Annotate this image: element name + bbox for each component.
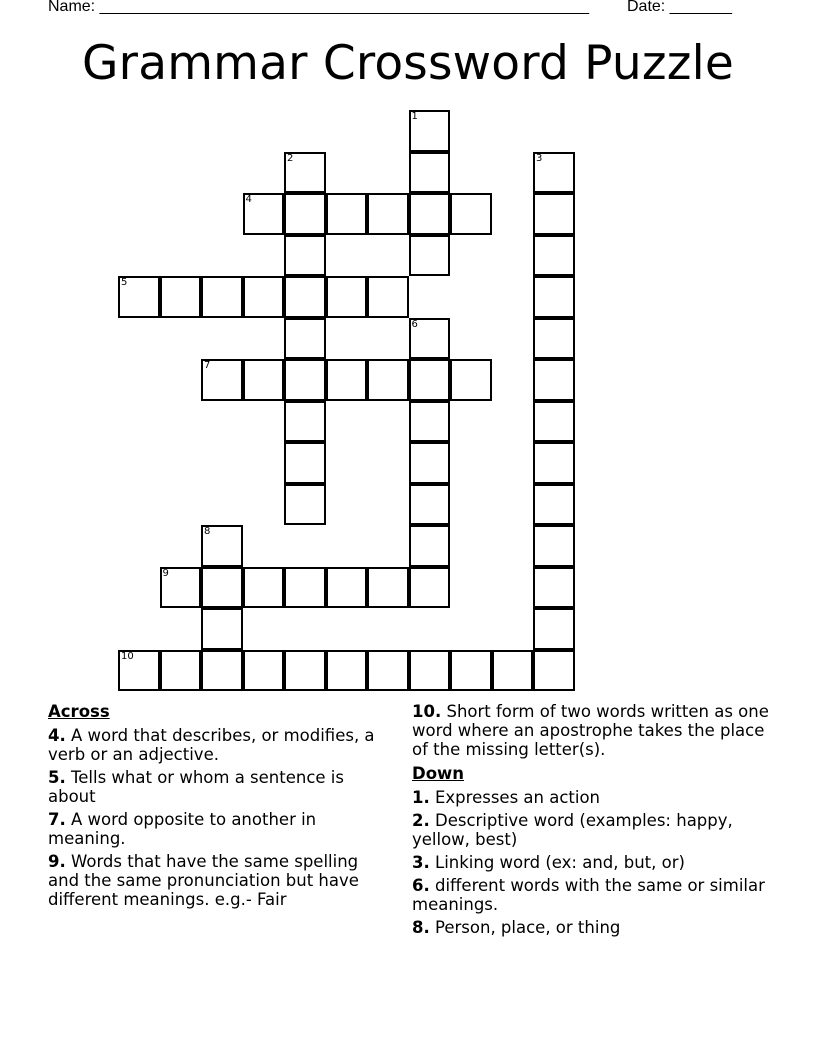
clue-down-2 xyxy=(412,811,777,849)
clue-down-1 xyxy=(412,788,777,807)
grid-cell[interactable] xyxy=(533,276,575,318)
grid-cell[interactable] xyxy=(243,193,285,235)
grid-cell[interactable] xyxy=(284,567,326,609)
clue-across-10 xyxy=(412,702,777,759)
grid-cell[interactable] xyxy=(201,276,243,318)
date-field[interactable]: Date: _______ xyxy=(627,0,732,15)
grid-cell[interactable] xyxy=(118,276,160,318)
grid-cell[interactable] xyxy=(533,235,575,277)
grid-cell[interactable] xyxy=(284,276,326,318)
clue-number: 10. xyxy=(412,702,442,721)
grid-cell[interactable] xyxy=(367,650,409,692)
grid-cell[interactable] xyxy=(284,442,326,484)
clue-number-label: 9 xyxy=(162,567,169,579)
clue-text: Tells what or whom a sentence is about xyxy=(48,768,344,806)
grid-cell[interactable] xyxy=(201,650,243,692)
clue-text: Descriptive word (examples: happy, yellow, best) xyxy=(412,811,733,849)
grid-cell[interactable] xyxy=(409,193,451,235)
grid-cell[interactable] xyxy=(409,152,451,194)
grid-cell[interactable] xyxy=(326,276,368,318)
grid-cell[interactable] xyxy=(243,359,285,401)
name-date-line xyxy=(48,0,788,16)
clue-text: Linking word (ex: and, but, or) xyxy=(429,853,685,872)
grid-cell[interactable] xyxy=(409,110,451,152)
name-field[interactable]: Name: _______________________________________________________ xyxy=(48,0,589,15)
grid-cell[interactable] xyxy=(201,567,243,609)
grid-cell[interactable] xyxy=(409,359,451,401)
clue-text: Words that have the same spelling and the same pronunciation but have different meanings. e.g.- Fair xyxy=(48,852,359,909)
grid-cell[interactable] xyxy=(409,235,451,277)
clue-number-label: 8 xyxy=(204,526,211,537)
grid-cell[interactable] xyxy=(160,276,202,318)
grid-cell[interactable] xyxy=(201,608,243,650)
grid-cell[interactable] xyxy=(284,235,326,277)
grid-cell[interactable] xyxy=(284,193,326,235)
grid-cell[interactable] xyxy=(409,318,451,360)
grid-cell[interactable] xyxy=(326,650,368,692)
grid-cell[interactable] xyxy=(284,401,326,443)
grid-cell[interactable] xyxy=(409,525,451,567)
clue-number: 8. xyxy=(412,918,430,937)
clue-number: 4. xyxy=(48,726,66,745)
grid-cell[interactable] xyxy=(284,152,326,194)
clue-text: A word opposite to another in meaning. xyxy=(48,810,317,848)
clue-number: 7. xyxy=(48,810,66,829)
grid-cell[interactable] xyxy=(284,318,326,360)
grid-cell[interactable] xyxy=(284,484,326,526)
clue-number-label: 4 xyxy=(245,194,252,205)
grid-cell[interactable] xyxy=(533,152,575,194)
clue-across-4 xyxy=(48,726,388,764)
grid-cell[interactable] xyxy=(533,359,575,401)
clue-number: 6. xyxy=(412,876,430,895)
grid-cell[interactable] xyxy=(450,193,492,235)
clue-number-label: 1 xyxy=(411,111,418,122)
grid-cell[interactable] xyxy=(492,650,534,692)
grid-cell[interactable] xyxy=(326,193,368,235)
grid-cell[interactable] xyxy=(409,650,451,692)
clue-text: Short form of two words written as one word where an apostrophe takes the place of the missing letter(s). xyxy=(412,702,769,759)
grid-cell[interactable] xyxy=(284,650,326,692)
grid-cell[interactable] xyxy=(409,442,451,484)
grid-cell[interactable] xyxy=(533,318,575,360)
clue-number-label: 7 xyxy=(204,360,211,371)
clue-down-8 xyxy=(412,918,777,937)
clue-text: different words with the same or similar meanings. xyxy=(412,876,765,914)
grid-cell[interactable] xyxy=(533,484,575,526)
grid-cell[interactable] xyxy=(326,567,368,609)
clue-number: 1. xyxy=(412,788,430,807)
grid-cell[interactable] xyxy=(367,276,409,318)
grid-cell[interactable] xyxy=(533,650,575,692)
grid-cell[interactable] xyxy=(160,567,202,609)
clue-across-7 xyxy=(48,810,388,848)
clue-number: 9. xyxy=(48,852,66,871)
clue-number-label: 6 xyxy=(411,318,418,330)
grid-cell[interactable] xyxy=(533,442,575,484)
grid-cell[interactable] xyxy=(243,276,285,318)
clue-number: 2. xyxy=(412,811,430,830)
grid-cell[interactable] xyxy=(409,484,451,526)
grid-cell[interactable] xyxy=(118,650,160,692)
grid-cell[interactable] xyxy=(533,608,575,650)
clues-column-left xyxy=(48,702,388,913)
grid-cell[interactable] xyxy=(284,359,326,401)
clue-number-label: 5 xyxy=(121,277,128,288)
grid-cell[interactable] xyxy=(533,193,575,235)
grid-cell[interactable] xyxy=(326,359,368,401)
clue-number-label: 2 xyxy=(287,152,294,164)
grid-cell[interactable] xyxy=(533,401,575,443)
clue-number: 3. xyxy=(412,853,430,872)
clue-text: Expresses an action xyxy=(429,788,601,807)
clue-across-9 xyxy=(48,852,388,909)
grid-cell[interactable] xyxy=(533,525,575,567)
grid-cell[interactable] xyxy=(201,359,243,401)
clue-number-label: 10 xyxy=(121,650,134,662)
clues-column-right xyxy=(412,702,777,941)
grid-cell[interactable] xyxy=(201,525,243,567)
page-title: Grammar Crossword Puzzle xyxy=(82,36,734,91)
across-heading: Across xyxy=(48,702,110,721)
grid-cell[interactable] xyxy=(409,401,451,443)
grid-cell[interactable] xyxy=(409,567,451,609)
grid-cell[interactable] xyxy=(367,359,409,401)
grid-cell[interactable] xyxy=(367,567,409,609)
down-heading: Down xyxy=(412,764,465,783)
grid-cell[interactable] xyxy=(243,567,285,609)
grid-cell[interactable] xyxy=(367,193,409,235)
clue-number-label: 3 xyxy=(536,152,543,164)
grid-cell[interactable] xyxy=(533,567,575,609)
clue-number: 5. xyxy=(48,768,66,787)
grid-cell[interactable] xyxy=(243,650,285,692)
grid-cell[interactable] xyxy=(450,650,492,692)
grid-cell[interactable] xyxy=(160,650,202,692)
clue-down-3 xyxy=(412,853,777,872)
clue-text: Person, place, or thing xyxy=(429,918,621,937)
grid-cell[interactable] xyxy=(450,359,492,401)
clue-across-5 xyxy=(48,768,388,806)
clue-text: A word that describes, or modifies, a verb or an adjective. xyxy=(48,726,375,764)
clue-down-6 xyxy=(412,876,777,914)
